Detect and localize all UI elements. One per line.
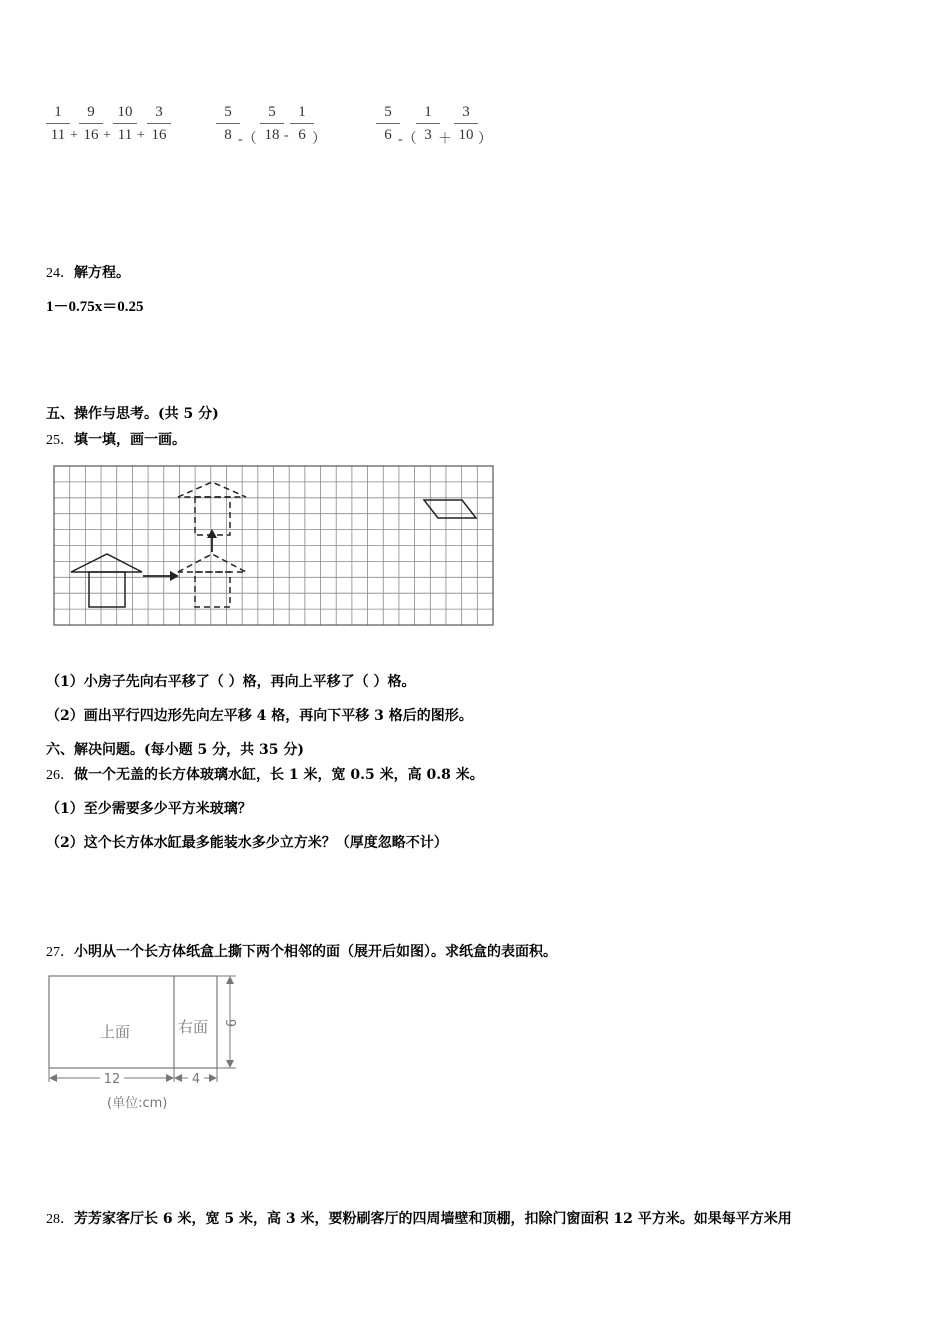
parallelogram [424,500,476,518]
denominator: 18 [264,127,280,143]
operator: ＋ [438,132,452,147]
question-title: 填一填，画一画。 [74,432,186,448]
numerator: 9 [87,104,95,120]
house-moved-right [178,554,246,607]
question-number: 27． [46,945,74,960]
unfolded-box-figure [44,970,244,1118]
question-title: 芳芳家客厅长 6 米，宽 5 米，高 3 米，要粉刷客厅的四周墙壁和顶棚，扣除门窗面积 12 平方米。如果每平方米用 [74,1211,792,1227]
fraction-expression-1 [46,102,186,148]
close-paren: ） [312,132,326,147]
fraction [290,102,314,145]
question-title: 做一个无盖的长方体玻璃水缸，长 1 米，宽 0.5 米，高 0.8 米。 [74,767,484,783]
operator: + [137,128,145,143]
numerator: 1 [54,104,62,120]
close-paren: ） [478,132,492,147]
question-25 [46,429,186,449]
numerator: 5 [224,104,232,120]
numerator: 3 [462,104,470,120]
width-label: 4 [191,1072,201,1087]
question-number: 24． [46,266,74,281]
q25-sub1: （1）小房子先向右平移了（ ）格，再向上平移了（ ）格。 [46,674,416,690]
operator: - [284,128,289,143]
fraction [260,102,284,145]
translation-grid-figure [50,462,496,628]
fraction [376,102,400,145]
fraction [113,102,137,145]
numerator: 1 [298,104,306,120]
house-moved-up [178,482,246,535]
q26-sub2: （2）这个长方体水缸最多能装水多少立方米？（厚度忽略不计） [46,835,448,851]
denominator: 11 [117,127,133,143]
top-face-label: 上面 [100,1023,131,1041]
denominator: 6 [384,127,392,143]
q25-sub2: （2）画出平行四边形先向左平移 4 格，再向下平移 3 格后的图形。 [46,708,473,724]
question-number: 26． [46,768,74,783]
operator: -（ [238,132,257,147]
equation: 1－0.75x＝0.25 [46,299,144,315]
arrow-up [207,529,217,552]
numerator: 10 [117,104,133,120]
fraction [46,102,70,145]
question-26 [46,764,484,784]
fraction-expression-3 [376,102,516,148]
unit-label: (单位:cm) [107,1096,168,1111]
fraction [454,102,478,145]
denominator: 6 [298,127,306,143]
question-28 [46,1208,792,1228]
operator: + [70,128,78,143]
length-label: 12 [103,1072,121,1087]
numerator: 5 [268,104,276,120]
numerator: 1 [424,104,432,120]
operator: -（ [398,132,417,147]
question-title: 小明从一个长方体纸盒上撕下两个相邻的面（展开后如图）。求纸盒的表面积。 [74,944,557,960]
question-number: 25． [46,433,74,448]
numerator: 3 [155,104,163,120]
numerator: 5 [384,104,392,120]
denominator: 11 [50,127,66,143]
fraction [147,102,171,145]
section-heading-5: 五、操作与思考。(共 5 分) [46,406,219,422]
section-heading-6: 六、解决问题。(每小题 5 分，共 35 分) [46,742,304,758]
house-original [71,554,142,607]
operator: + [103,128,111,143]
question-title: 解方程。 [74,265,130,281]
grid-lines [54,466,493,625]
denominator: 3 [424,127,432,143]
question-27 [46,941,557,961]
right-face-label: 右面 [178,1018,209,1036]
denominator: 10 [458,127,474,143]
fraction-expression-2 [216,102,336,148]
fraction [416,102,440,145]
denominator: 8 [224,127,232,143]
fraction [216,102,240,145]
question-24 [46,262,130,282]
height-label: 9 [222,1018,237,1028]
denominator: 16 [83,127,99,143]
denominator: 16 [151,127,167,143]
question-number: 28． [46,1212,74,1227]
fraction [79,102,103,145]
q26-sub1: （1）至少需要多少平方米玻璃？ [46,801,252,817]
